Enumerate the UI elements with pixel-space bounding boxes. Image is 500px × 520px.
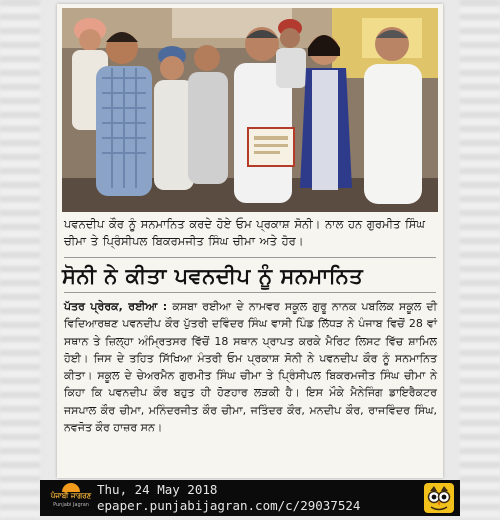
photo-caption: ਪਵਨਦੀਪ ਕੌਰ ਨੂੰ ਸਨਮਾਨਿਤ ਕਰਦੇ ਹੋਏ ਓਮ ਪ੍ਰਕਾਸ਼ ਸੋਨੀ। ਨਾਲ ਹਨ ਗੁਰਮੀਤ ਸਿੰਘ ਚੀਮਾ ਤੇ ਪ੍ਰਿੰਸੀਪਲ ਬਿਕਰਮਜੀਤ ਸਿੰਘ ਚੀਮਾ ਅਤੇ ਹੋਰ। (64, 217, 425, 248)
punjabi-jagran-logo[interactable] (46, 483, 96, 513)
epaper-footer (40, 480, 460, 516)
owl-mascot-icon (424, 483, 454, 513)
divider-line (64, 257, 436, 258)
sun-logo-icon (62, 483, 80, 492)
publication-date: Thu, 24 May 2018 (97, 482, 218, 497)
article-body (64, 298, 437, 436)
newspaper-clipping (57, 4, 443, 478)
photo-illustration (62, 8, 438, 212)
article-text: ਕਸਬਾ ਰਈਆ ਦੇ ਨਾਮਵਰ ਸਕੂਲ ਗੁਰੂ ਨਾਨਕ ਪਬਲਿਕ ਸਕੂਲ ਦੀ ਵਿਦਿਆਰਥਣ ਪਵਨਦੀਪ ਕੌਰ ਪੁੱਤਰੀ ਦਵਿੰਦਰ ਸਿੰਘ ਵਾਸੀ ਪਿੰਡ ਲਿੱਧੜ ਨੇ ਪੰਜਾਬ ਵਿਚੋਂ 28 ਵਾਂ ਸਥਾਨ ਤੇ ਜ਼ਿਲ੍ਹਾ ਅੰਮ੍ਰਿਤਸਰ ਵਿੱਚੋਂ 18 ਸਥਾਨ ਪ੍ਰਾਪਤ ਕਰਕੇ ਮੈਰਿਟ ਲਿਸਟ ਵਿੱਚ ਸ਼ਾਮਿਲ ਹੋਈ। ਜਿਸ ਦੇ ਤਹਿਤ ਸਿੱਖਿਆ ਮੰਤਰੀ ਓਮ ਪ੍ਰਕਾਸ਼ ਸੋਨੀ ਨੇ ਪਵਨਦੀਪ ਕੌਰ ਨੂੰ ਸਨਮਾਨਿਤ ਕੀਤਾ। ਸਕੂਲ ਦੇ ਚੇਅਰਮੈਨ ਗੁਰਮੀਤ ਸਿੰਘ ਚੀਮਾ ਤੇ ਪ੍ਰਿੰਸੀਪਲ ਬਿਕਰਮਜੀਤ ਸਿੰਘ ਚੀਮਾ ਨੇ ਕਿਹਾ ਕਿ ਪਵਨਦੀਪ ਕੌਰ ਬਹੁਤ ਹੀ ਹੋਣਹਾਰ ਲੜਕੀ ਹੈ। ਇਸ ਮੌਕੇ ਮੈਨੇਜਿੰਗ ਡਾਇਰੈਕਟਰ ਜਸਪਾਲ ਕੌਰ ਚੀਮਾ, ਮਨਿੰਦਰਜੀਤ ਕੌਰ ਚੀਮਾ, ਜਤਿੰਦਰ ਕੌਰ, ਮਨਦੀਪ ਕੌਰ, ਰਾਜਵਿੰਦਰ ਸਿੰਘ, ਨਵਜੋਤ ਕੌਰ ਹਾਜ਼ਰ ਸਨ। (64, 300, 438, 435)
article-dateline: ਪੱਤਰ ਪ੍ਰੇਰਕ, ਰਈਆ : (64, 300, 168, 313)
background-newsprint-right (460, 0, 500, 520)
article-headline: ਸੋਨੀ ਨੇ ਕੀਤਾ ਪਵਨਦੀਪ ਨੂੰ ਸਨਮਾਨਿਤ (62, 264, 364, 288)
brand-name: ਪੰਜਾਬੀ ਜਾਗਰਣ (50, 492, 92, 500)
epaper-link[interactable]: epaper.punjabijagran.com/c/29037524 (97, 498, 361, 513)
news-photo (62, 8, 438, 212)
background-newsprint-left (0, 0, 40, 520)
brand-subtitle: Punjabi Jagran (53, 502, 89, 508)
divider-line (64, 292, 436, 293)
